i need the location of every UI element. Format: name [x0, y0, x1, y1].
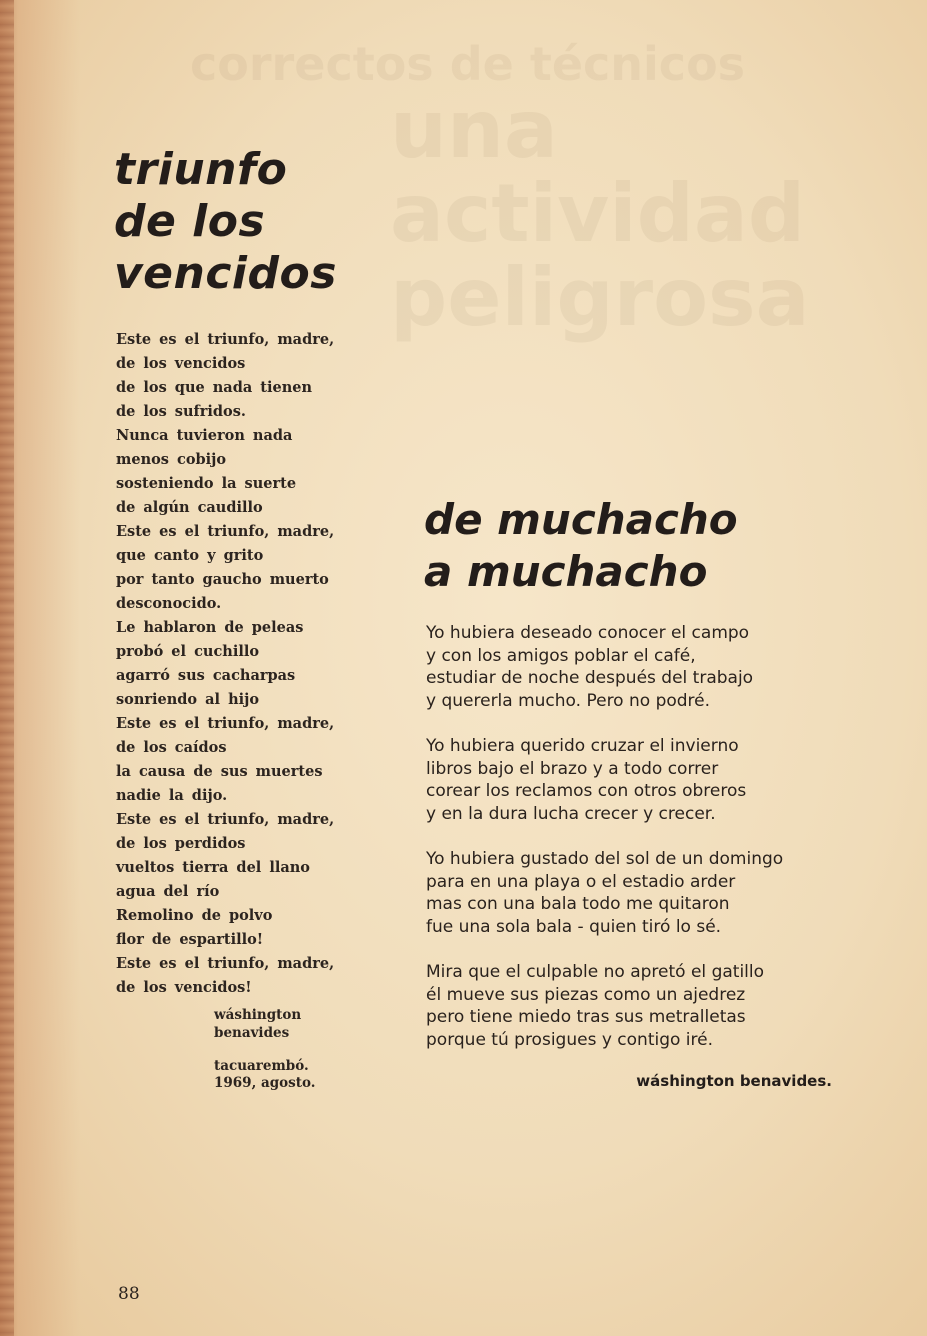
stanza [426, 961, 846, 1051]
poem-line: sosteniendo la suerte [116, 475, 297, 492]
poem-line: probó el cuchillo [116, 643, 260, 660]
poem-line: de los caídos [116, 739, 227, 756]
page-number: 88 [118, 1284, 140, 1304]
poem-line: Yo hubiera deseado conocer el campo [426, 623, 750, 643]
title-line: a muchacho [424, 547, 708, 596]
poem-line: Le hablaron de peleas [116, 619, 304, 636]
poem-line: Este es el triunfo, madre, [116, 523, 335, 540]
stanza [426, 735, 846, 825]
poem-line: de los que nada tienen [116, 379, 313, 396]
poem-line: Este es el triunfo, madre, [116, 715, 335, 732]
left-poem-signature [214, 1006, 301, 1042]
poem-line: Yo hubiera gustado del sol de un domingo [426, 848, 784, 869]
poem-line: porque tú prosigues y contigo iré. [426, 1029, 713, 1050]
poem-line: agua del río [116, 883, 220, 900]
poem-line: nadie la dijo. [116, 787, 228, 804]
poem-line: para en una playa o el estadio arder [426, 871, 736, 892]
poem-line: pero tiene miedo tras sus metralletas [426, 1007, 746, 1028]
title-line: triunfo [114, 144, 288, 195]
poem-line: Remolino de polvo [116, 907, 273, 924]
bleed-through-line: peligrosa [390, 251, 810, 345]
poem-line: Mira que el culpable no apretó el gatillo [426, 961, 765, 982]
poem-line: Este es el triunfo, madre, [116, 955, 335, 972]
poem-line: corear los reclamos con otros obreros [426, 781, 747, 802]
signature-line: wáshington [214, 1007, 302, 1023]
poem-line: y con los amigos poblar el café, [426, 645, 696, 666]
poem-line: Este es el triunfo, madre, [116, 811, 335, 828]
title-line: vencidos [114, 248, 337, 299]
right-poem-body [426, 622, 846, 1074]
bleed-through-line: correctos de técnicos [190, 37, 746, 91]
signature-line: benavides [214, 1025, 290, 1041]
poem-line: de algún caudillo [116, 499, 263, 516]
title-line: de muchacho [424, 495, 738, 544]
place-line: tacuarembó. [214, 1058, 309, 1074]
poem-line: de los perdidos [116, 835, 246, 852]
left-poem-title [114, 144, 374, 300]
poem-line: estudiar de noche después del trabajo [426, 668, 754, 689]
title-line: de los [114, 196, 266, 247]
bleed-through-line: una actividad [390, 83, 806, 261]
stanza [426, 848, 846, 938]
poem-line: Yo hubiera querido cruzar el invierno [426, 735, 739, 756]
poem-line: libros bajo el brazo y a todo correr [426, 758, 719, 779]
poem-line: Este es el triunfo, madre, [116, 331, 335, 348]
right-poem-signature: wáshington benavides. [636, 1072, 832, 1090]
poem-line: de los vencidos [116, 355, 246, 372]
poem-line: vueltos tierra del llano [116, 859, 310, 876]
stanza [426, 622, 846, 712]
poem-line: agarró sus cacharpas [116, 667, 296, 684]
poem-line: flor de espartillo! [116, 931, 264, 948]
left-poem-place-date [214, 1058, 315, 1092]
poem-line: mas con una bala todo me quitaron [426, 894, 730, 915]
poem-line: y quererla mucho. Pero no podré. [426, 690, 711, 711]
poem-line: y en la dura lucha crecer y crecer. [426, 803, 716, 824]
left-poem-body [116, 328, 366, 1000]
poem-line: de los vencidos! [116, 979, 252, 996]
right-poem-title [424, 494, 844, 598]
poem-line: fue una sola bala - quien tiró lo sé. [426, 916, 722, 937]
date-line: 1969, agosto. [214, 1075, 316, 1091]
poem-line: de los sufridos. [116, 403, 246, 420]
poem-line: sonriendo al hijo [116, 691, 260, 708]
poem-line: Nunca tuvieron nada [116, 427, 293, 444]
poem-line: por tanto gaucho muerto [116, 571, 329, 588]
poem-line: que canto y grito [116, 547, 264, 564]
poem-line: desconocido. [116, 595, 222, 612]
poem-line: la causa de sus muertes [116, 763, 323, 780]
page-binding-edge [0, 0, 14, 1336]
poem-line: él mueve sus piezas como un ajedrez [426, 984, 746, 1005]
poem-line: menos cobijo [116, 451, 227, 468]
